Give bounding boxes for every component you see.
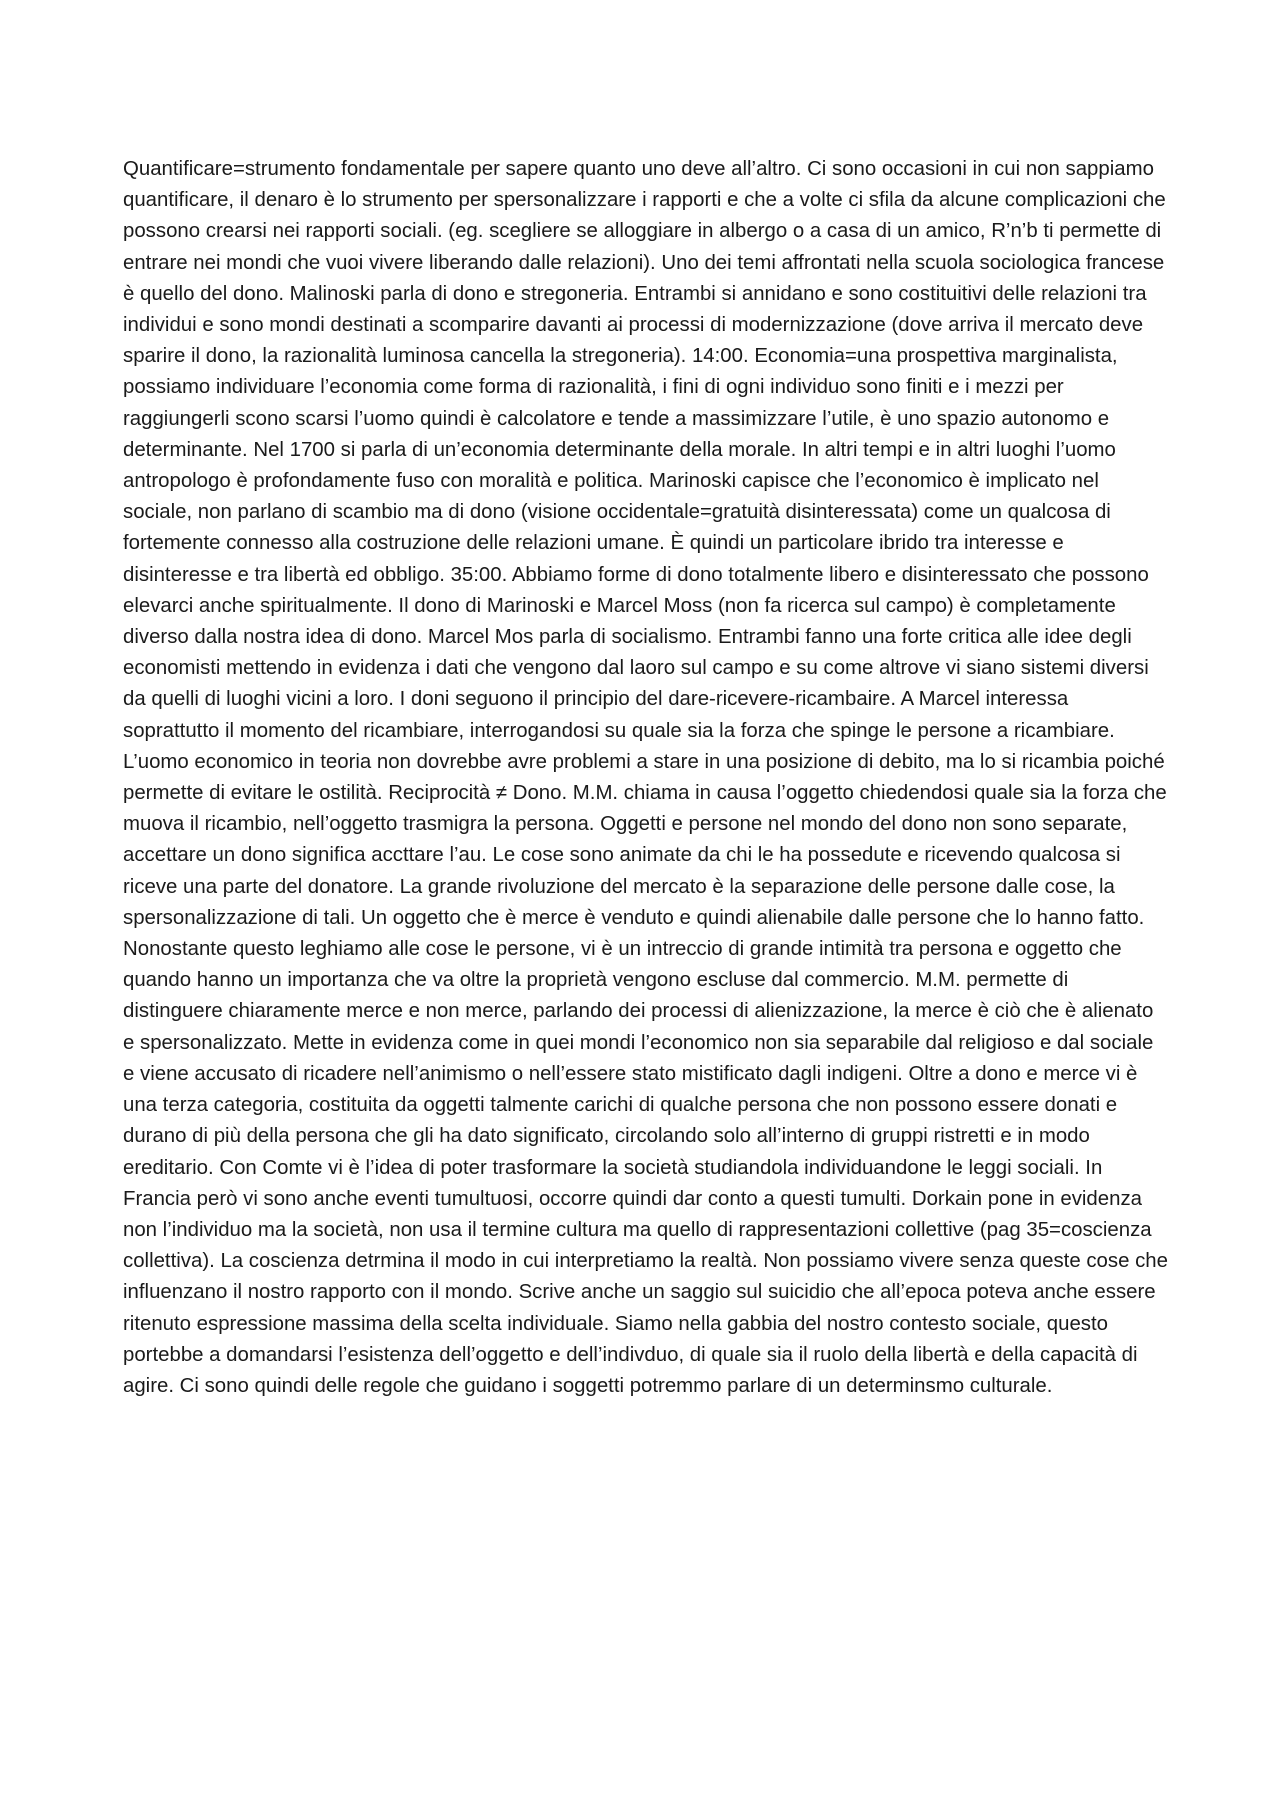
body-paragraph: Quantificare=strumento fondamentale per sapere quanto uno deve all’altro. Ci sono occasioni in cui non sappiamo quantificare, il denaro è lo strumento per spersonalizzare i rapporti e che a volte ci sfila da alcune complicazioni che possono crearsi nei rapporti sociali. (eg. scegliere se alloggiare in albergo o a casa di un amico, R’n’b ti permette di entrare nei mondi che vuoi vivere liberando dalle relazioni). Uno dei temi affrontati nella scuola sociologica francese è quello del dono. Malinoski parla di dono e stregoneria. Entrambi si annidano e sono costituitivi delle relazioni tra individui e sono mondi destinati a scomparire davanti ai processi di modernizzazione (dove arriva il mercato deve sparire il dono, la razionalità luminosa cancella la stregoneria). 14:00. Economia=una prospettiva marginalista, possiamo individuare l’economia come forma di razionalità, i fini di ogni individuo sono finiti e i mezzi per raggiungerli scono scarsi l’uomo quindi è calcolatore e tende a massimizzare l’utile, è uno spazio autonomo e determinante. Nel 1700 si parla di un’economia determinante della morale. In altri tempi e in altri luoghi l’uomo antropologo è profondamente fuso con moralità e politica. Marinoski capisce che l’economico è implicato nel sociale, non parlano di scambio ma di dono (visione occidentale=gratuità disinteressata) come un qualcosa di fortemente connesso alla costruzione delle relazioni umane. È quindi un particolare ibrido tra interesse e disinteresse e tra libertà ed obbligo. 35:00. Abbiamo forme di dono totalmente libero e disinteressato che possono elevarci anche spiritualmente. Il dono di Marinoski e Marcel Moss (non fa ricerca sul campo) è completamente diverso dalla nostra idea di dono. Marcel Mos parla di socialismo. Entrambi fanno una forte critica alle idee degli economisti mettendo in evidenza i dati che vengono dal laoro sul campo e su come altrove vi siano sistemi diversi da quelli di luoghi vicini a loro. I doni seguono il principio del dare-ricevere-ricambaire. A Marcel interessa soprattutto il momento del ricambiare, interrogandosi su quale sia la forza che spinge le persone a ricambiare. L’uomo economico in teoria non dovrebbe avre problemi a stare in una posizione di debito, ma lo si ricambia poiché permette di evitare le ostilità. Reciprocità ≠ Dono. M.M. chiama in causa l’oggetto chiedendosi quale sia la forza che muova il ricambio, nell’oggetto trasmigra la persona. Oggetti e persone nel mondo del dono non sono separate, accettare un dono significa accttare l’au. Le cose sono animate da chi le ha possedute e ricevendo qualcosa si riceve una parte del donatore. La grande rivoluzione del mercato è la separazione delle persone dalle cose, la spersonalizzazione di tali. Un oggetto che è merce è venduto e quindi alienabile dalle persone che lo hanno fatto. Nonostante questo leghiamo alle cose le persone, vi è un intreccio di grande intimità tra persona e oggetto che quando hanno un importanza che va oltre la proprietà vengono escluse dal commercio. M.M. permette di distinguere chiaramente merce e non merce, parlando dei processi di alienizzazione, la merce è ciò che è alienato e spersonalizzato. Mette in evidenza come in quei mondi l’economico non sia separabile dal religioso e dal sociale e viene accusato di ricadere nell’animismo o nell’essere stato mistificato dagli indigeni. Oltre a dono e merce vi è una terza categoria, costituita da oggetti talmente carichi di qualche persona che non possono essere donati e durano di più della persona che gli ha dato significato, circolando solo all’interno di gruppi ristretti e in modo ereditario. Con Comte vi è l’idea di poter trasformare la società studiandola individuandone le leggi sociali. In Francia però vi sono anche eventi tumultuosi, occorre quindi dar conto a questi tumulti. Dorkain pone in evidenza non l’individuo ma la società, non usa il termine cultura ma quello di rappresentazioni collettive (pag 35=coscienza collettiva). La coscienza detrmina il modo in cui interpretiamo la realtà. Non possiamo vivere senza queste cose che influenzano il nostro rapporto con il mondo. Scrive anche un saggio sul suicidio che all’epoca poteva anche essere ritenuto espressione massima della scelta individuale. Siamo nella gabbia del nostro contesto sociale, questo portebbe a domandarsi l’esistenza dell’oggetto e dell’indivduo, di quale sia il ruolo della libertà e della capacità di agire. Ci sono quindi delle regole che guidano i soggetti potremmo parlare di un determinsmo culturale. [123,158,1168,1397]
